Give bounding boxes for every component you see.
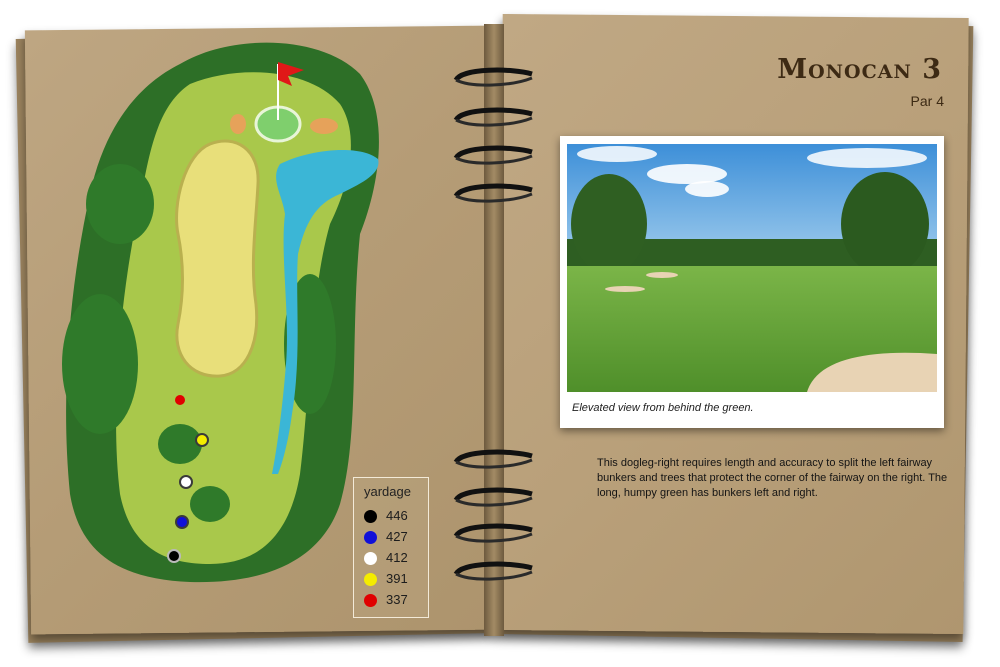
par-label: Par 4 [910,93,944,109]
spiral-ring [452,106,536,128]
legend-title: yardage [364,484,411,499]
yardage-value: 337 [386,592,408,607]
yardage-value: 446 [386,508,408,523]
tee-marker-white [180,476,192,488]
tree-cluster [86,164,154,244]
spiral-ring [452,66,536,88]
yardage-legend [353,477,429,618]
tee-yellow-dot-icon [364,573,377,586]
hole-map [60,34,400,594]
yardage-value: 412 [386,550,408,565]
spiral-ring [452,448,536,470]
tee-black-dot-icon [364,510,377,523]
yardage-value: 427 [386,529,408,544]
tee-marker-red [175,395,185,405]
hole-title: Monocan 3 [777,54,942,85]
tree-cluster [62,294,138,434]
spiral-ring [452,486,536,508]
tee-white-dot-icon [364,552,377,565]
tee-marker-blue [176,516,188,528]
spiral-ring [452,144,536,166]
fairway [177,141,259,376]
hole-description: This dogleg-right requires length and accuracy to split the left fairway bunkers and trees that protect the corner of the fairway on the right. The long, humpy green has bunkers left and right. [597,457,948,499]
spiral-ring [452,182,536,204]
yardage-value: 391 [386,571,408,586]
bunker [230,114,246,134]
tee-marker-yellow [196,434,208,446]
bunker [310,118,338,134]
tee-marker-black [168,550,180,562]
hole-photo [567,144,937,392]
tee-red-dot-icon [364,594,377,607]
tree-cluster [190,486,230,522]
spiral-ring [452,522,536,544]
photo-caption: Elevated view from behind the green. [572,402,754,414]
photo-card [560,136,944,428]
tree-cluster [158,424,202,464]
tee-blue-dot-icon [364,531,377,544]
spiral-ring [452,560,536,582]
